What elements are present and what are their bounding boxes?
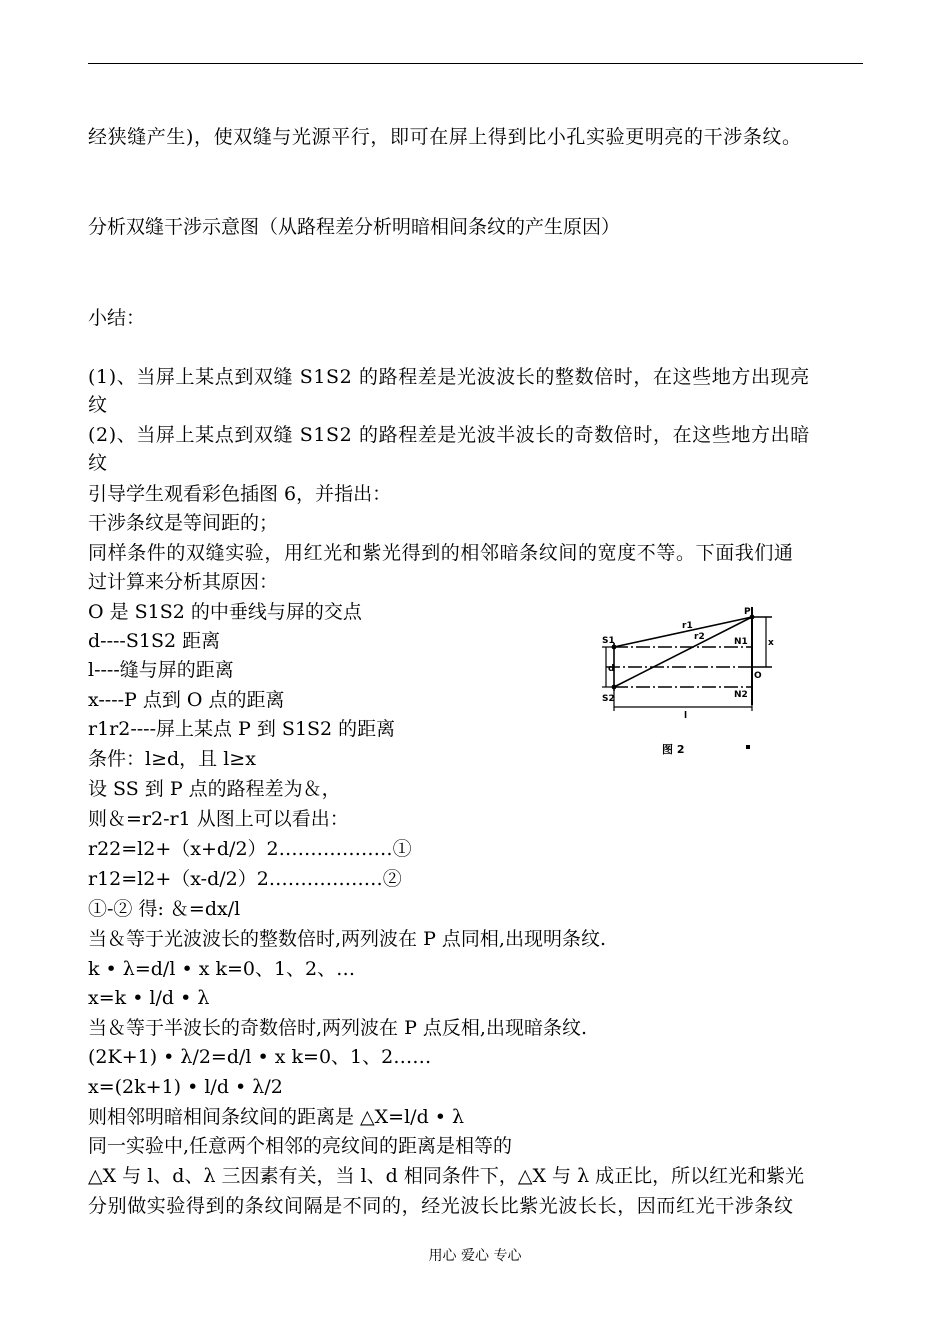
text-line-dark: (2)、当屏上某点到双缝 S1S2 的路程差是光波半波长的奇数倍时，在这些地方出暗 xyxy=(88,424,810,446)
def-x: x----P 点到 O 点的距离 xyxy=(88,689,285,711)
dark-condition: 当＆等于半波长的奇数倍时,两列波在 P 点反相,出现暗条纹. xyxy=(88,1017,587,1039)
label-l: l xyxy=(684,711,688,721)
double-slit-figure xyxy=(600,605,780,765)
equation-1: r22=l2+（x+d/2）2………………① xyxy=(88,838,412,860)
header-rule xyxy=(88,63,863,64)
page-footer: 用心 爱心 专心 xyxy=(428,1248,522,1264)
label-n2: N2 xyxy=(734,690,748,700)
double-slit-diagram xyxy=(600,605,780,765)
factors: △X 与 l、d、λ 三因素有关，当 l、d 相同条件下，△X 与 λ 成正比，所以红光和紫光 xyxy=(88,1165,805,1187)
dark-eq-2: x=(2k+1) • l/d • λ/2 xyxy=(88,1076,283,1098)
text-line-bright: (1)、当屏上某点到双缝 S1S2 的路程差是光波波长的整数倍时，在这些地方出现亮 xyxy=(88,366,810,388)
slit-s2-dot xyxy=(612,685,617,690)
dark-eq-1: (2K+1) • λ/2=d/l • x k=0、1、2…… xyxy=(88,1046,432,1068)
figure-mark xyxy=(746,745,750,749)
def-l: l----缝与屏的距离 xyxy=(88,659,234,681)
condition: 条件：l≥d，且 l≥x xyxy=(88,748,256,770)
path-diff-eq: 则＆=r2-r1 从图上可以看出： xyxy=(88,808,349,830)
equation-diff: ①-② 得: ＆=dx/l xyxy=(88,898,241,920)
def-o: O 是 S1S2 的中垂线与屏的交点 xyxy=(88,601,362,623)
bright-eq-2: x=k • l/d • λ xyxy=(88,987,210,1009)
text-line-compare-cont: 过计算来分析其原因： xyxy=(88,571,279,593)
def-r: r1r2----屏上某点 P 到 S1S2 的距离 xyxy=(88,718,396,740)
bright-condition: 当＆等于光波波长的整数倍时,两列波在 P 点同相,出现明条纹. xyxy=(88,928,606,950)
label-o: O xyxy=(754,671,762,681)
factors-cont: 分别做实验得到的条纹间隔是不同的，经光波长比紫光波长长，因而红光干涉条纹 xyxy=(88,1195,794,1217)
text-line-dark-cont: 纹 xyxy=(88,452,108,474)
text-line-equal: 干涉条纹是等间距的； xyxy=(88,512,279,534)
figure-caption: 图 2 xyxy=(662,743,685,756)
label-s2: S2 xyxy=(602,694,615,704)
text-line-guide: 引导学生观看彩色插图 6，并指出： xyxy=(88,483,392,505)
label-p: P xyxy=(744,607,751,617)
label-n1: N1 xyxy=(734,637,748,647)
label-r1: r1 xyxy=(682,621,693,631)
def-d: d----S1S2 距离 xyxy=(88,630,221,652)
text-line-bright-cont: 纹 xyxy=(88,394,108,416)
equal-spacing: 同一实验中,任意两个相邻的亮纹间的距离是相等的 xyxy=(88,1135,513,1157)
text-line-1: 经狭缝产生)，使双缝与光源平行，即可在屏上得到比小孔实验更明亮的干涉条纹。 xyxy=(88,126,802,148)
equation-2: r12=l2+（x-d/2）2………………② xyxy=(88,868,402,890)
label-s1: S1 xyxy=(602,636,615,646)
bright-eq-1: k • λ=d/l • x k=0、1、2、… xyxy=(88,958,356,980)
label-x: x xyxy=(768,638,774,648)
label-d: d xyxy=(608,664,615,674)
label-r2: r2 xyxy=(694,632,705,642)
text-line-compare: 同样条件的双缝实验，用红光和紫光得到的相邻暗条纹间的宽度不等。下面我们通 xyxy=(88,542,794,564)
summary-heading: 小结： xyxy=(88,307,146,329)
fringe-spacing: 则相邻明暗相间条纹间的距离是 △X=l/d • λ xyxy=(88,1106,465,1128)
section-heading-analysis: 分析双缝干涉示意图（从路程差分析明暗相间条纹的产生原因） xyxy=(88,216,621,238)
path-diff-def: 设 SS 到 P 点的路程差为＆， xyxy=(88,778,341,800)
